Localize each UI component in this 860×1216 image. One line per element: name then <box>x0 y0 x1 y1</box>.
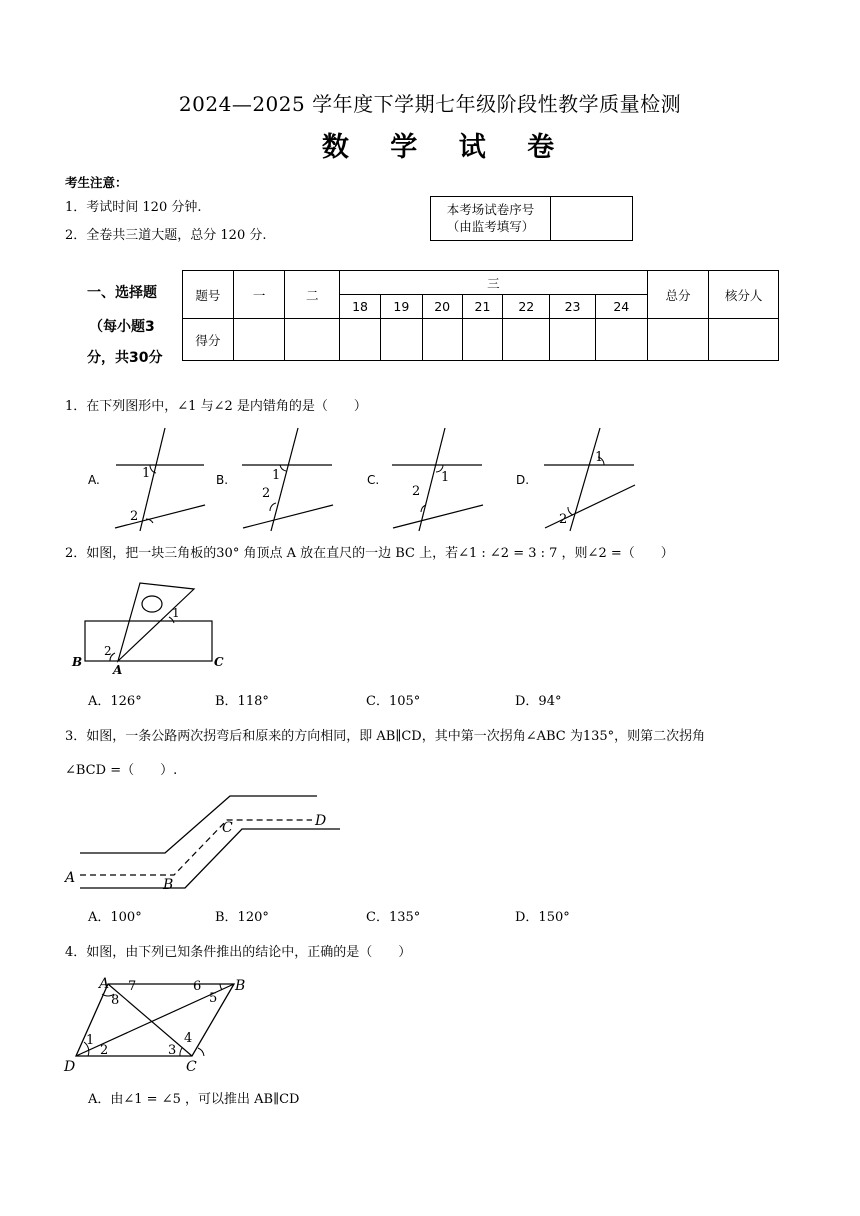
q4-label-b: B <box>235 978 246 994</box>
q3-option-b: B．120° <box>215 910 269 925</box>
score-cell[interactable] <box>709 319 779 361</box>
serial-label-line1: 本考场试卷序号 <box>446 201 535 217</box>
score-cell[interactable] <box>285 319 340 361</box>
q4-angle-5: 5 <box>209 991 218 1006</box>
sub-col-21: 21 <box>462 295 503 319</box>
serial-label <box>431 197 551 241</box>
exam-title: 2024—2025 学年度下学期七年级阶段性教学质量检测 <box>178 92 682 116</box>
score-cell[interactable] <box>503 319 550 361</box>
q1-stem: 1．在下列图形中，∠1 与∠2 是内错角的是（ ） <box>65 399 367 414</box>
sub-col-23: 23 <box>550 295 596 319</box>
q1-figure-a <box>110 425 210 535</box>
col-part1: 一 <box>233 271 285 319</box>
q1b-label-2: 2 <box>262 486 271 501</box>
q1-option-b: B. <box>216 473 229 487</box>
sub-col-22: 22 <box>503 295 550 319</box>
q4-stem: 4．如图，由下列已知条件推出的结论中，正确的是（ ） <box>65 945 412 960</box>
q3-label-d: D <box>315 813 327 829</box>
q3-label-a: A <box>65 870 76 886</box>
score-cell[interactable] <box>550 319 596 361</box>
q3-stem-line2: ∠BCD =（ ）. <box>65 763 178 778</box>
q2-label-b: B <box>72 655 83 669</box>
q4-angle-7: 7 <box>128 979 137 994</box>
q2-label-2: 2 <box>104 644 112 658</box>
score-cell[interactable] <box>462 319 503 361</box>
sub-col-19: 19 <box>380 295 422 319</box>
q4-angle-2: 2 <box>100 1043 109 1058</box>
q2-label-1: 1 <box>172 606 180 620</box>
q3-option-a: A．100° <box>88 910 142 925</box>
q1-figure-b <box>238 425 338 535</box>
score-cell[interactable] <box>595 319 647 361</box>
q1c-label-1: 1 <box>441 470 450 485</box>
q4-angle-8: 8 <box>111 993 120 1008</box>
score-cell[interactable] <box>340 319 381 361</box>
q4-figure <box>62 972 262 1077</box>
serial-input-cell[interactable] <box>551 197 633 241</box>
notice-item-2: 2．全卷共三道大题，总分 120 分. <box>65 228 267 243</box>
q2-figure <box>70 577 240 677</box>
q1-option-c: C. <box>367 473 380 487</box>
q4-label-a: A <box>99 976 110 992</box>
q3-label-b: B <box>163 877 174 893</box>
q2-option-c: C．105° <box>366 694 421 709</box>
q3-figure <box>62 790 352 895</box>
q1a-label-1: 1 <box>142 466 151 481</box>
q2-option-a: A．126° <box>88 694 142 709</box>
score-table <box>182 270 779 361</box>
q4-option-a: A．由∠1 = ∠5 ，可以推出 AB∥CD <box>88 1092 300 1107</box>
serial-label-line2: （由监考填写） <box>446 218 535 234</box>
q3-option-d: D．150° <box>515 910 570 925</box>
score-cell[interactable] <box>233 319 285 361</box>
serial-number-box <box>430 196 633 241</box>
q4-angle-3: 3 <box>168 1043 177 1058</box>
score-cell[interactable] <box>380 319 422 361</box>
sub-col-20: 20 <box>422 295 462 319</box>
q4-angle-1: 1 <box>86 1033 95 1048</box>
q1-option-d: D. <box>516 473 530 487</box>
q1d-label-1: 1 <box>595 450 604 465</box>
section1-note-2: 分，共30分 <box>87 350 163 366</box>
q3-label-c: C <box>222 820 233 836</box>
score-cell[interactable] <box>422 319 462 361</box>
q4-label-c: C <box>186 1059 197 1075</box>
q4-angle-4: 4 <box>184 1031 193 1046</box>
q2-label-a: A <box>113 663 123 677</box>
sub-col-24: 24 <box>595 295 647 319</box>
sub-col-18: 18 <box>340 295 381 319</box>
q2-label-c: C <box>214 655 224 669</box>
notice-heading: 考生注意： <box>65 175 128 190</box>
q1-option-a: A. <box>88 473 100 487</box>
q1b-label-1: 1 <box>272 468 281 483</box>
exam-subtitle: 数 学 试 卷 <box>321 132 571 163</box>
section1-note-1: （每小题3 <box>89 319 155 335</box>
row-head-number: 题号 <box>183 271 234 319</box>
q2-option-b: B．118° <box>215 694 269 709</box>
notice-item-1: 1．考试时间 120 分钟. <box>65 200 202 215</box>
q3-option-c: C．135° <box>366 910 421 925</box>
col-part2: 二 <box>285 271 340 319</box>
q1c-label-2: 2 <box>412 484 421 499</box>
q2-option-d: D．94° <box>515 694 562 709</box>
q1-figure-c <box>388 425 488 535</box>
q1a-label-2: 2 <box>130 509 139 524</box>
col-part3: 三 <box>340 271 648 295</box>
q3-stem-line1: 3．如图，一条公路两次拐弯后和原来的方向相同，即 AB∥CD，其中第一次拐角∠ABC 为135°，则第二次拐角 <box>65 729 706 744</box>
row-head-score: 得分 <box>183 319 234 361</box>
q1d-label-2: 2 <box>559 512 568 527</box>
col-checker: 核分人 <box>709 271 779 319</box>
q2-stem: 2．如图，把一块三角板的30° 角顶点 A 放在直尺的一边 BC 上，若∠1 : ∠2 = 3 : 7 ，则∠2 =（ ） <box>65 546 674 561</box>
q4-angle-6: 6 <box>193 979 202 994</box>
score-cell[interactable] <box>647 319 709 361</box>
section1-title: 一、选择题 <box>87 285 157 301</box>
col-total: 总分 <box>647 271 709 319</box>
q1-figure-d <box>540 425 640 535</box>
q4-label-d: D <box>64 1059 76 1075</box>
